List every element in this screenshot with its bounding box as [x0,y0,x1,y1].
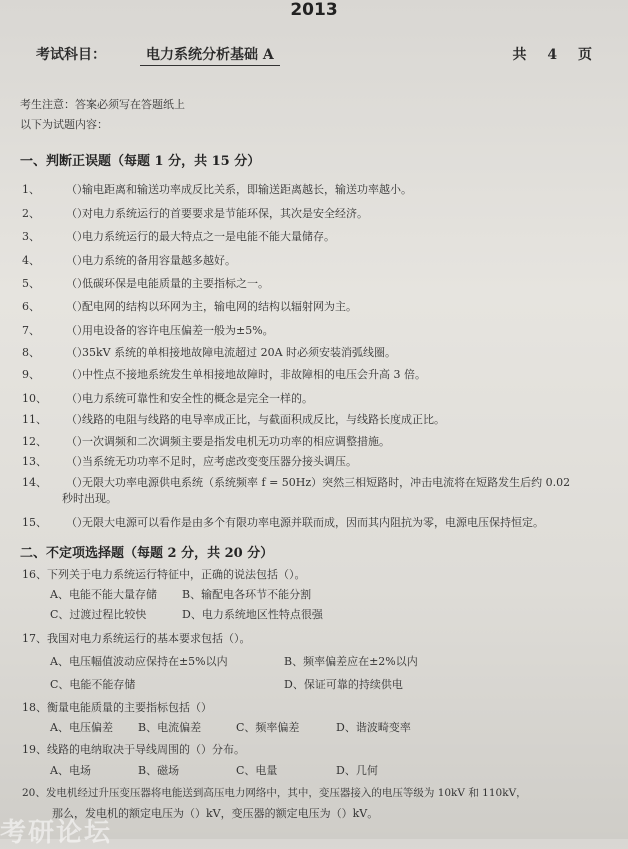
question-text: 配电网的结构以环网为主，输电网的结构以辐射网为主。 [82,300,357,313]
question-20-continuation: 那么，发电机的额定电压为（）kV，变压器的额定电压为（）kV。 [52,807,379,820]
question-18-option-c: C、频率偏差 [236,721,300,734]
answer-parentheses: （） [66,277,88,290]
subject-label: 考试科目： [36,47,106,63]
question-number: 11、 [22,413,47,426]
question-text: 用电设备的容许电压偏差一般为±5%。 [82,324,274,337]
question-number: 9、 [22,368,40,381]
question-text: 对电力系统运行的首要要求是节能环保，其次是安全经济。 [82,207,368,220]
answer-parentheses: （） [66,368,88,381]
question-text: 线路的电阻与线路的电导率成正比，与截面积成反比，与线路长度成正比。 [82,413,445,426]
question-number: 6、 [22,300,40,313]
exam-notice [20,95,185,135]
question-19-stem: 19、线路的电纳取决于导线周围的（）分布。 [22,743,245,756]
question-7-row [22,322,274,338]
question-text: 一次调频和二次调频主要是指发电机无功功率的相应调整措施。 [82,435,390,448]
page-total-label: 共 [512,47,527,63]
question-text: 35kV 系统的单相接地故障电流超过 20A 时必须安装消弧线圈。 [82,346,397,359]
question-number: 10、 [22,392,47,405]
question-1-row [22,181,412,197]
question-text: 当系统无功功率不足时，应考虑改变变压器分接头调压。 [82,455,357,468]
question-text: 低碳环保是电能质量的主要指标之一。 [82,277,269,290]
question-5-row [22,275,269,291]
question-text: 无限大电源可以看作是由多个有限功率电源并联而成，因而其内阻抗为零，电源电压保持恒定。 [82,516,544,529]
question-number: 12、 [22,435,47,448]
answer-parentheses: （） [66,207,88,220]
notice-line-2: 以下为试题内容： [20,118,108,131]
question-20-stem: 20、发电机经过升压变压器将电能送到高压电力网络中，其中，变压器接入的电压等级为 10kV 和 110kV， [22,787,527,799]
question-18-option-d: D、谐波畸变率 [336,721,411,734]
question-text: 电力系统的备用容量越多越好。 [82,254,236,267]
section-2-title: 二、不定项选择题（每题 2 分，共 20 分） [20,546,274,561]
forum-watermark: 考研论坛 [0,818,113,848]
answer-parentheses: （） [66,324,88,337]
question-16-option-a: A、电能不能大量存储 [50,588,157,601]
question-number: 1、 [22,183,40,196]
question-number: 13、 [22,455,47,468]
question-11-row [22,411,445,427]
question-16-option-d: D、电力系统地区性特点很强 [182,608,323,621]
question-2-row [22,205,368,221]
answer-parentheses: （） [66,476,88,489]
answer-parentheses: （） [66,455,88,468]
question-16-stem: 16、下列关于电力系统运行特征中，正确的说法包括（）。 [22,568,306,581]
question-17-stem: 17、我国对电力系统运行的基本要求包括（）。 [22,632,251,645]
answer-parentheses: （） [66,230,88,243]
question-number: 5、 [22,277,40,290]
question-17-option-c: C、电能不能存储 [50,678,136,691]
question-19-option-c: C、电量 [236,764,278,777]
question-12-row [22,433,390,449]
answer-parentheses: （） [66,183,88,196]
question-number: 7、 [22,324,40,337]
question-number: 15、 [22,516,47,529]
question-19-option-b: B、磁场 [138,764,180,777]
answer-parentheses: （） [66,516,88,529]
page-total-number: 4 [547,47,558,63]
question-number: 8、 [22,346,40,359]
question-8-row [22,344,396,360]
question-14-continuation: 秒时出现。 [62,492,117,505]
question-number: 3、 [22,230,40,243]
page-unit: 页 [578,47,592,63]
question-text: 电力系统可靠性和安全性的概念是完全一样的。 [82,392,313,405]
question-16-option-c: C、过渡过程比较快 [50,608,147,621]
question-19-option-d: D、几何 [336,764,378,777]
answer-parentheses: （） [66,346,88,359]
question-18-option-b: B、电流偏差 [138,721,202,734]
question-19-option-a: A、电场 [50,764,91,777]
question-number: 14、 [22,476,47,489]
question-9-row [22,366,426,382]
question-number: 2、 [22,207,40,220]
question-text: 电力系统运行的最大特点之一是电能不能大量储存。 [82,230,335,243]
exam-year: 2013 [290,0,338,20]
answer-parentheses: （） [66,392,88,405]
answer-parentheses: （） [66,300,88,313]
question-15-row [22,514,544,530]
question-text: 无限大功率电源供电系统（系统频率 f = 50Hz）突然三相短路时，冲击电流将在短路发生后约 0.02 [82,476,571,489]
question-text: 输电距离和输送功率成反比关系，即输送距离越长，输送功率越小。 [82,183,412,196]
question-text: 中性点不接地系统发生单相接地故障时，非故障相的电压会升高 3 倍。 [82,368,426,381]
question-13-row [22,453,357,469]
question-17-option-a: A、电压幅值波动应保持在±5%以内 [50,655,228,668]
question-18-stem: 18、衡量电能质量的主要指标包括（） [22,701,212,714]
question-3-row [22,228,335,244]
notice-line-1: 考生注意：答案必须写在答题纸上 [20,98,185,111]
question-number: 4、 [22,254,40,267]
question-17-option-b: B、频率偏差应在±2%以内 [284,655,418,668]
page-count [497,44,593,64]
question-10-row [22,390,313,406]
answer-parentheses: （） [66,254,88,267]
subject-name: 电力系统分析基础 A [140,44,280,66]
question-4-row [22,252,236,268]
section-1-title: 一、判断正误题（每题 1 分，共 15 分） [20,154,261,169]
question-16-option-b: B、输配电各环节不能分割 [182,588,312,601]
answer-parentheses: （） [66,435,88,448]
question-14-row [22,474,570,490]
question-17-option-d: D、保证可靠的持续供电 [284,678,403,691]
question-6-row [22,298,357,314]
answer-parentheses: （） [66,413,88,426]
question-18-option-a: A、电压偏差 [50,721,113,734]
